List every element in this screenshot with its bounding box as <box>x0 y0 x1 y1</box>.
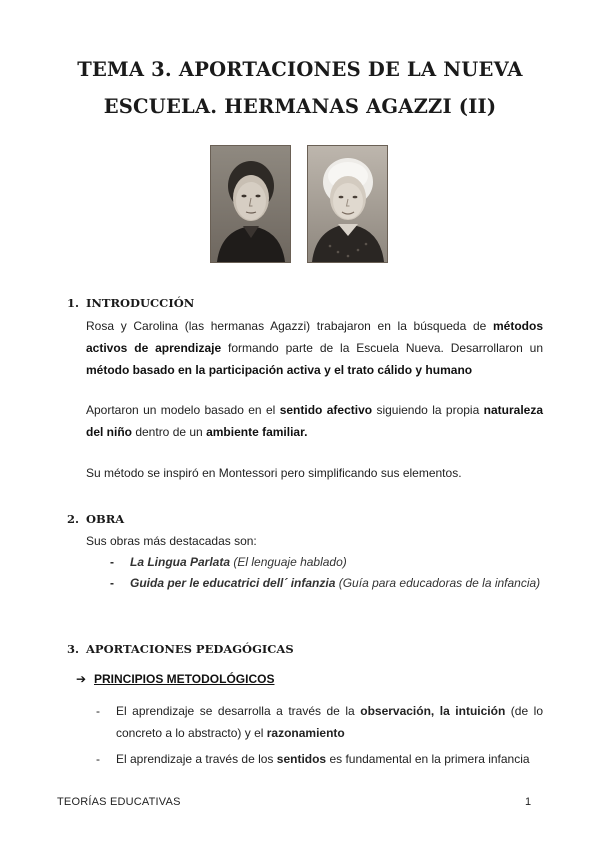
work-title: La Lingua Parlata <box>130 555 231 569</box>
work-title: Guida per le educatrici dell´ infanzia <box>130 576 336 590</box>
bold-run: sentido afectivo <box>279 403 373 417</box>
intro-paragraph-1 <box>86 315 543 381</box>
principle-bullet <box>96 700 543 744</box>
text-run: Aportaron un modelo basado en el <box>86 403 280 417</box>
obra-list <box>110 552 543 594</box>
text-run: Rosa y Carolina (las hermanas Agazzi) trabajaron en la búsqueda de <box>86 319 493 333</box>
text-run: (de lo concreto a lo abstracto) y el <box>116 704 544 740</box>
subheading-principios <box>76 672 274 686</box>
section-number: 2. <box>67 512 80 526</box>
list-item <box>110 552 543 573</box>
section-heading-aportaciones <box>67 642 294 656</box>
arrow-right-icon: ➔ <box>76 672 87 686</box>
bold-run: observación, la intuición <box>360 704 506 718</box>
list-item <box>110 573 543 594</box>
work-translation: (El lenguaje hablado) <box>230 555 347 569</box>
text-run: es fundamental en la primera infancia <box>326 752 530 766</box>
section-title: APORTACIONES PEDAGÓGICAS <box>86 642 294 656</box>
bold-run: naturaleza del niño <box>86 403 543 439</box>
text-run: formando parte de la Escuela Nueva. Desarrollaron un <box>221 341 543 355</box>
list-dash: - <box>110 576 114 590</box>
footer-page-number: 1 <box>525 796 532 808</box>
text-run: El aprendizaje se desarrolla a través de la <box>116 704 361 718</box>
text-run: siguiendo la propia <box>372 403 484 417</box>
document-title-line-2: ESCUELA. HERMANAS AGAZZI (II) <box>103 95 497 118</box>
section-number: 3. <box>67 642 80 656</box>
portrait-carolina-agazzi <box>307 145 388 263</box>
intro-paragraph-2 <box>86 399 543 443</box>
bold-run: razonamiento <box>266 726 345 740</box>
bullet-text <box>116 700 543 744</box>
bold-run: método basado en la participación activa y el trato cálido y humano <box>86 363 473 377</box>
document-title-line-1: TEMA 3. APORTACIONES DE LA NUEVA <box>77 58 523 81</box>
section-number: 1. <box>67 296 80 310</box>
section-heading-obra <box>67 512 124 526</box>
principle-bullet <box>96 748 543 770</box>
text-run: dentro de un <box>132 425 207 439</box>
text-run: El aprendizaje a través de los <box>116 752 277 766</box>
portrait-rosa-agazzi <box>210 145 291 263</box>
section-title: OBRA <box>86 512 125 526</box>
list-dash: - <box>96 752 100 766</box>
footer-course-name: TEORÍAS EDUCATIVAS <box>57 796 181 808</box>
bold-run: sentidos <box>276 752 327 766</box>
list-dash: - <box>96 704 100 718</box>
section-title: INTRODUCCIÓN <box>86 296 195 310</box>
bold-run: métodos activos de aprendizaje <box>86 319 543 355</box>
bold-run: ambiente familiar. <box>206 425 308 439</box>
work-translation: (Guía para educadoras de la infancia) <box>335 576 541 590</box>
bullet-text <box>116 748 543 770</box>
obra-intro: Sus obras más destacadas son: <box>86 534 257 548</box>
list-dash: - <box>110 555 114 569</box>
subheading-label: PRINCIPIOS METODOLÓGICOS <box>94 672 275 686</box>
intro-paragraph-3: Su método se inspiró en Montessori pero simplificando sus elementos. <box>86 466 462 480</box>
section-heading-introduccion <box>67 296 194 310</box>
